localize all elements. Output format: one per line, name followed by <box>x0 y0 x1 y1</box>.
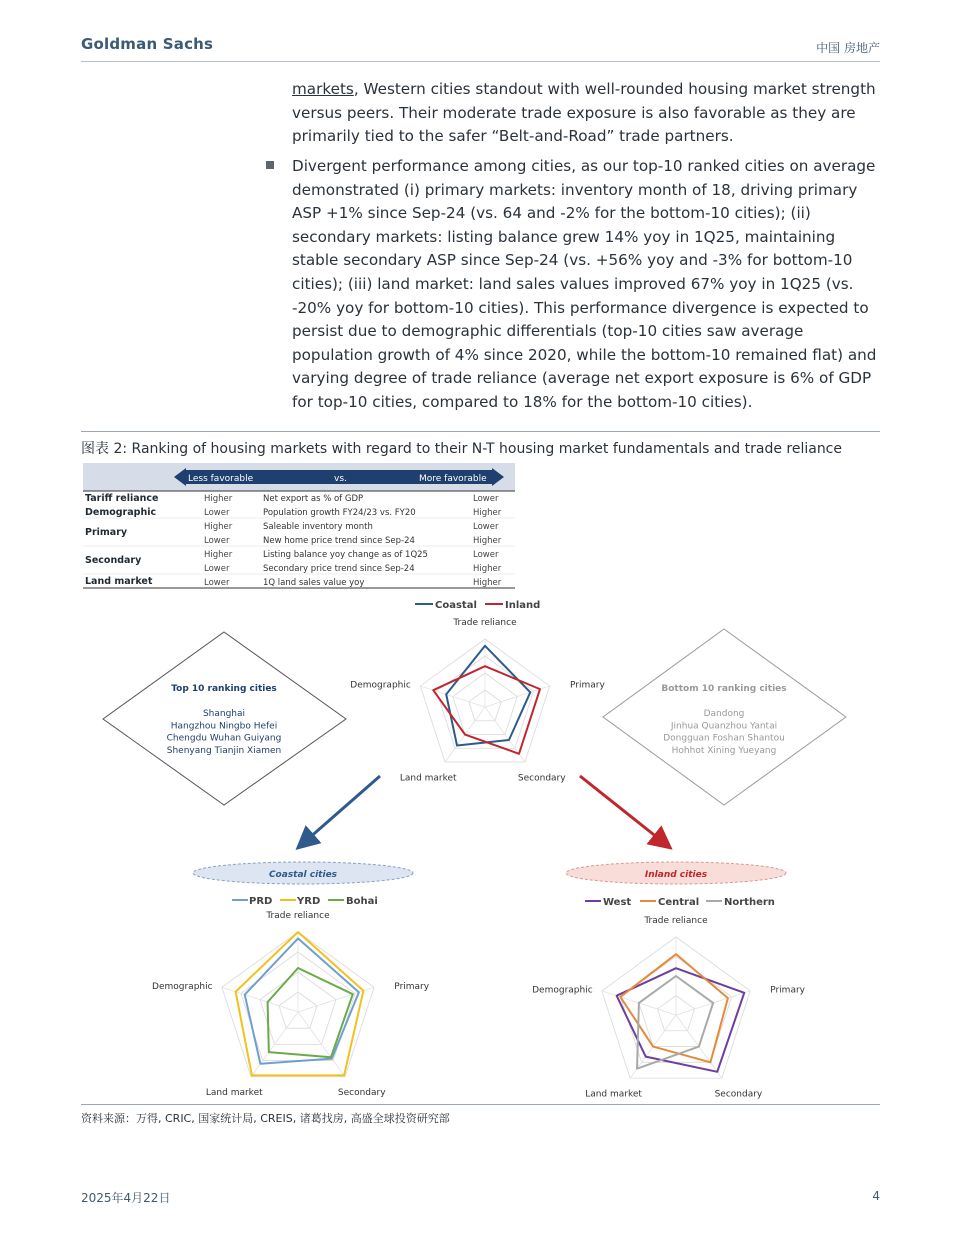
radar-axis-label: Secondary <box>517 773 566 784</box>
city-line: Hohhot Xining Yueyang <box>671 745 777 756</box>
page-number: 4 <box>872 1189 880 1203</box>
paragraph-text: , Western cities standout with well-rounded housing market strength versus peers. Their moderate trade exposure is also favorable as they are primarily tied to the safer “Belt-and-Road” trade partners. <box>292 80 876 146</box>
vs-label: vs. <box>334 474 347 484</box>
legend-more-value: Lower <box>473 522 499 532</box>
radar-spoke <box>222 987 298 1012</box>
city-line: Chengdu Wuhan Guiyang <box>166 733 282 744</box>
legend-less-value: Lower <box>204 508 230 518</box>
arrow-to-coastal <box>300 776 380 846</box>
more-favorable-label: More favorable <box>419 474 487 484</box>
legend-coastal: Coastal <box>435 600 477 611</box>
bottom10-title: Bottom 10 ranking cities <box>661 684 787 694</box>
legend-metric: 1Q land sales value yoy <box>263 578 365 588</box>
section-title: 中国 房地产 <box>816 41 880 55</box>
legend-bohai: Bohai <box>346 896 378 907</box>
legend-metric: Listing balance yoy change as of 1Q25 <box>263 550 428 560</box>
radar-axis-label: Land market <box>399 773 457 784</box>
radar-series-coastal <box>446 646 530 746</box>
legend-more-value: Lower <box>473 550 499 560</box>
legend-category: Land market <box>85 576 153 587</box>
inland-cities-label: Inland cities <box>644 870 708 880</box>
legend-more-value: Higher <box>473 564 502 574</box>
legend-category: Secondary <box>85 555 142 566</box>
legend-more-value: Higher <box>473 508 502 518</box>
legend-category: Tariff reliance <box>85 493 159 504</box>
radar-axis-label: Land market <box>585 1089 642 1100</box>
city-line: Dandong <box>703 709 745 719</box>
source-note: 资料来源：万得, CRIC, 国家统计局, CREIS, 诸葛找房, 高盛全球投资研究部 <box>81 1112 450 1125</box>
footnote-divider <box>81 1104 880 1105</box>
legend-less-value: Higher <box>204 550 233 560</box>
radar-inland-cities <box>532 916 806 1099</box>
legend-less-value: Lower <box>204 578 230 588</box>
publish-date: 2025年4月22日 <box>81 1191 171 1205</box>
radar-axis-label: Trade reliance <box>453 617 517 628</box>
legend-northern: Northern <box>724 897 775 908</box>
city-line: Shanghai <box>202 709 246 719</box>
radar-coastal-vs-inland <box>350 618 605 784</box>
legend-table-rows <box>83 493 515 588</box>
radar-spoke <box>420 686 485 707</box>
legend-less-value: Lower <box>204 564 230 574</box>
coastal-cities-label: Coastal cities <box>268 870 338 880</box>
legend-more-value: Higher <box>473 578 502 588</box>
city-line: Dongguan Foshan Shantou <box>663 733 785 744</box>
radar-series-bohai <box>268 968 353 1057</box>
legend-west: West <box>603 897 632 908</box>
legend-less-value: Lower <box>204 536 230 546</box>
legend-central: Central <box>658 897 700 908</box>
legend-metric: Saleable inventory month <box>263 522 373 532</box>
legend-metric: Secondary price trend since Sep-24 <box>263 564 415 574</box>
radar-axis-label: Demographic <box>350 680 411 691</box>
city-line: Hangzhou Ningbo Hefei <box>170 721 278 732</box>
radar-axis-label: Land market <box>205 1088 263 1099</box>
markets-link[interactable]: markets <box>292 80 354 98</box>
radar-axis-label: Demographic <box>532 985 593 996</box>
legend-less-value: Higher <box>204 522 233 532</box>
radar-axis-label: Secondary <box>337 1088 386 1099</box>
radar-axis-label: Primary <box>770 985 805 996</box>
paragraph-divergent-performance: Divergent performance among cities, as our top-10 ranked cities on average demonstrated (i) primary markets: inventory month of 18, driving primary ASP +1% since Sep-24 (vs. 64 and -2% for the bottom-10 cities); (ii) secondary markets: listing balance grew 14% yoy in 1Q25, maintaining stable secondary ASP since Sep-24 (vs. +56% yoy and -3% for bottom-10 cities); (iii) land market: land sales values improved 67% yoy in 1Q25 (vs. -20% yoy for bottom-10 cities). This performance divergence is expected to persist due to demographic differentials (top-10 cities saw average population growth of 4% since 2020, while the bottom-10 remained flat) and varying degree of trade reliance (average net export exposure is 6% of GDP for top-10 cities, compared to 18% for the bottom-10 cities). <box>292 157 877 411</box>
brand-name: Goldman Sachs <box>81 35 214 53</box>
legend-category: Demographic <box>85 507 157 518</box>
legend-prd: PRD <box>249 896 273 907</box>
legend-less-value: Higher <box>204 494 233 504</box>
legend-metric: New home price trend since Sep-24 <box>263 536 415 546</box>
less-favorable-label: Less favorable <box>188 474 254 484</box>
city-line: Shenyang Tianjin Xiamen <box>166 745 282 756</box>
legend-metric: Population growth FY24/23 vs. FY20 <box>263 508 416 518</box>
radar-axis-label: Primary <box>570 680 605 691</box>
radar-coastal-cities <box>152 911 430 1098</box>
legend-more-value: Lower <box>473 494 499 504</box>
legend-category: Primary <box>85 527 128 538</box>
top10-title: Top 10 ranking cities <box>171 684 277 694</box>
legend-inland: Inland <box>505 600 541 611</box>
radar-axis-label: Demographic <box>152 981 213 992</box>
radar-axis-label: Trade reliance <box>644 916 708 927</box>
radar-series-prd <box>245 938 359 1063</box>
legend-more-value: Higher <box>473 536 502 546</box>
radar-series-northern <box>637 976 713 1069</box>
radar-axis-label: Primary <box>394 981 430 992</box>
arrow-to-inland <box>580 776 668 846</box>
radar-axis-label: Trade reliance <box>266 911 330 921</box>
radar-axis-label: Secondary <box>714 1089 763 1100</box>
figure-caption: 图表 2: Ranking of housing markets with regard to their N-T housing market fundamentals and trade reliance <box>81 441 842 457</box>
legend-metric: Net export as % of GDP <box>263 494 364 504</box>
city-line: Jinhua Quanzhou Yantai <box>670 721 778 732</box>
legend-yrd: YRD <box>297 896 321 907</box>
